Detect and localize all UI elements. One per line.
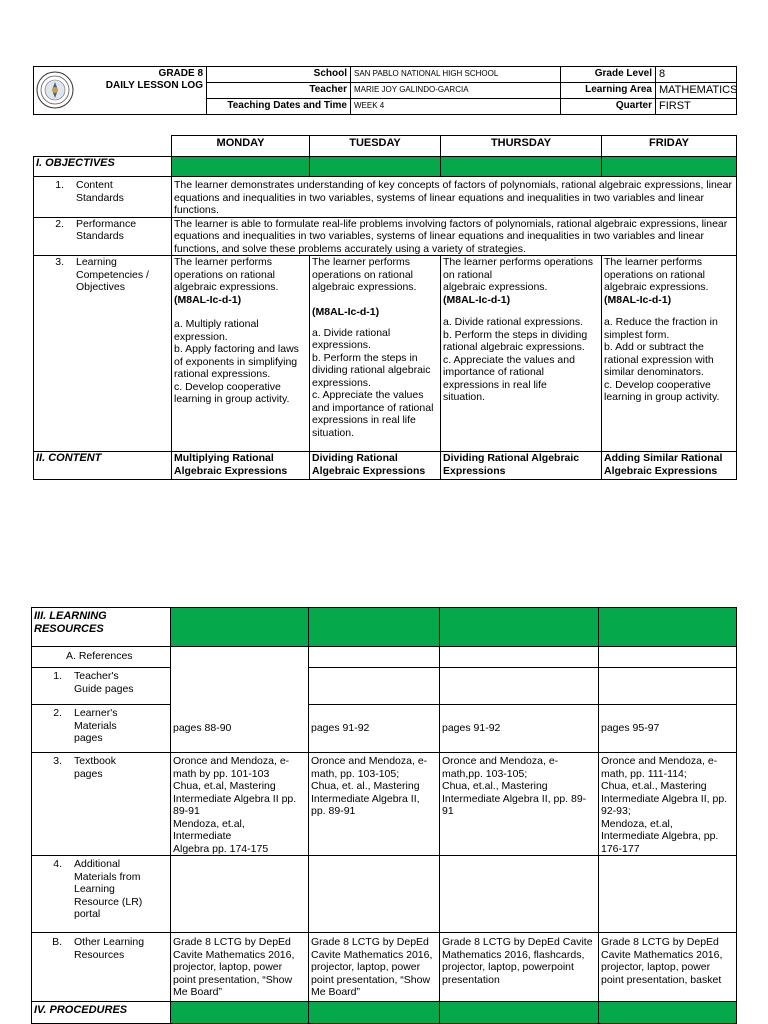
empty-cell xyxy=(309,856,440,933)
content-topic-tuesday: Dividing Rational Algebraic Expressions xyxy=(310,452,441,480)
other-tuesday: Grade 8 LCTG by DepEd Cavite Mathematics 2016, projector, laptop, power point presentation, “Show Me Board” xyxy=(309,933,440,1002)
dates-value: WEEK 4 xyxy=(351,99,561,115)
green-bar xyxy=(172,157,310,177)
references-label-cell xyxy=(32,647,171,668)
empty-cell xyxy=(599,856,737,933)
tb-tuesday: Oronce and Mendoza, e- math, pp. 103-105; Chua, et. al., Mastering Intermediate Algebra II, pp. 89-91 xyxy=(309,753,440,856)
content-heading: II. CONTENT xyxy=(34,452,172,480)
lm-label-cell xyxy=(32,705,171,753)
content-topic-thursday: Dividing Rational Algebraic Expressions xyxy=(441,452,602,480)
tb-monday: Oronce and Mendoza, e- math by pp. 101-103 Chua, et.al, Mastering Intermediate Algebra II pp. 89-91 Mendoza, et.al, Intermediate Algebra pp. 174-175 xyxy=(171,753,309,856)
header-table xyxy=(33,66,737,115)
competency-list: a. Multiply rational expression. b. Apply factoring and laws of exponents in simplifying rational expressions. c. Develop cooperative learning in group activity. xyxy=(174,318,299,405)
content-standards-num: 1. xyxy=(55,179,64,191)
performance-standards-label-cell xyxy=(34,217,172,256)
learning-area-label: Learning Area xyxy=(561,83,656,99)
empty-cell xyxy=(440,668,599,705)
other-monday: Grade 8 LCTG by DepEd Cavite Mathematics 2016, projector, laptop, power point presentation, “Show Me Board” xyxy=(171,933,309,1002)
day-thursday: THURSDAY xyxy=(441,136,602,157)
lm-monday: pages 88-90 xyxy=(171,705,309,753)
green-bar xyxy=(171,1002,309,1024)
green-bar xyxy=(441,157,602,177)
empty-cell xyxy=(599,647,737,668)
competency-intro: The learner performs operations on rational algebraic expressions. xyxy=(312,256,417,293)
grade-level-label: Grade Level xyxy=(561,67,656,83)
quarter-label: Quarter xyxy=(561,99,656,115)
green-bar xyxy=(309,608,440,647)
other-thursday: Grade 8 LCTG by DepEd Cavite Mathematics 2016, flashcards, projector, laptop, powerpoint presentation xyxy=(440,933,599,1002)
competency-code: (M8AL-Ic-d-1) xyxy=(443,293,511,306)
green-bar xyxy=(309,1002,440,1024)
competency-tuesday xyxy=(310,256,441,452)
competency-friday xyxy=(602,256,737,452)
other-resources-num: B. xyxy=(52,936,62,948)
grade-level-value: 8 xyxy=(656,67,737,83)
empty-cell xyxy=(599,668,737,705)
competency-intro: The learner performs operations on rational algebraic expressions. xyxy=(443,256,593,293)
title-cell xyxy=(76,67,207,115)
day-friday: FRIDAY xyxy=(602,136,737,157)
day-tuesday: TUESDAY xyxy=(310,136,441,157)
empty-cell xyxy=(171,668,309,705)
teacher-label: Teacher xyxy=(207,83,351,99)
empty-cell xyxy=(440,647,599,668)
competency-thursday xyxy=(441,256,602,452)
other-resources-label-cell xyxy=(32,933,171,1002)
procedures-heading: IV. PROCEDURES xyxy=(32,1002,171,1024)
green-bar xyxy=(599,1002,737,1024)
tb-thursday: Oronce and Mendoza, e- math,pp. 103-105; Chua, et.al., Mastering Intermediate Algebra II, pp. 89- 91 xyxy=(440,753,599,856)
empty-cell xyxy=(440,856,599,933)
competencies-num: 3. xyxy=(55,256,64,268)
dates-label: Teaching Dates and Time xyxy=(207,99,351,115)
objectives-table xyxy=(33,135,737,480)
school-value: SAN PABLO NATIONAL HIGH SCHOOL xyxy=(351,67,561,83)
tg-label-cell xyxy=(32,668,171,705)
green-bar xyxy=(440,608,599,647)
competency-code: (M8AL-Ic-d-1) xyxy=(174,293,242,306)
content-standards-label: Content Standards xyxy=(76,179,124,204)
competency-intro: The learner performs operations on rational algebraic expressions. xyxy=(604,256,709,293)
resources-heading: III. LEARNING RESOURCES xyxy=(32,608,171,647)
resources-table xyxy=(31,607,737,1024)
teacher-value: MARIE JOY GALINDO-GARCIA xyxy=(351,83,561,99)
references-label: A. References xyxy=(66,650,133,662)
objectives-heading: I. OBJECTIVES xyxy=(34,157,172,177)
additional-label-cell xyxy=(32,856,171,933)
lm-num: 2. xyxy=(53,707,62,719)
competency-list: a. Divide rational expressions. b. Perform the steps in dividing rational algebraic expressions. c. Appreciate the values and importance of rational expressions in real life situation. xyxy=(312,326,434,439)
lm-label: Learner's Materials pages xyxy=(74,707,118,744)
performance-standards-num: 2. xyxy=(55,217,64,230)
empty-cell xyxy=(171,856,309,933)
lm-thursday: pages 91-92 xyxy=(440,705,599,753)
green-bar xyxy=(599,608,737,647)
content-standards-text: The learner demonstrates understanding of key concepts of factors of polynomials, rational algebraic expressions, linear equations and inequalities in two variables, systems of linear equations and inequalities in two variables and linear functions. xyxy=(172,177,737,218)
tb-label-cell xyxy=(32,753,171,856)
school-label: School xyxy=(207,67,351,83)
performance-standards-label: Performance Standards xyxy=(76,217,137,242)
competency-code: (M8AL-Ic-d-1) xyxy=(312,306,380,318)
learning-area-value: MATHEMATICS xyxy=(656,83,737,99)
green-bar xyxy=(310,157,441,177)
content-topic-monday: Multiplying Rational Algebraic Expressions xyxy=(172,452,310,480)
competencies-label-cell xyxy=(34,256,172,452)
day-monday: MONDAY xyxy=(172,136,310,157)
title-dll: DAILY LESSON LOG xyxy=(105,80,203,91)
competency-list: a. Divide rational expressions. b. Perform the steps in dividing rational algebraic expressions. c. Appreciate the values and importance of rational expressions in real life situation. xyxy=(443,316,588,403)
additional-label: Additional Materials from Learning Resource (LR) portal xyxy=(74,858,143,920)
green-bar xyxy=(171,608,309,647)
title-grade: GRADE 8 xyxy=(158,68,203,79)
competency-code: (M8AL-Ic-d-1) xyxy=(604,293,672,306)
other-friday: Grade 8 LCTG by DepEd Cavite Mathematics 2016, projector, laptop, power point presentation, basket xyxy=(599,933,737,1002)
empty-cell xyxy=(309,668,440,705)
deped-seal-logo-icon xyxy=(36,71,74,109)
competency-monday xyxy=(172,256,310,452)
tb-label: Textbook pages xyxy=(74,755,117,780)
logo-cell xyxy=(34,67,76,115)
lm-friday: pages 95-97 xyxy=(599,705,737,753)
empty-cell xyxy=(171,647,309,668)
content-topic-friday: Adding Similar Rational Algebraic Expressions xyxy=(602,452,737,480)
tb-friday: Oronce and Mendoza, e- math, pp. 111-114; Chua, et.al., Mastering Intermediate Algebra II, pp. 92-93; Mendoza, et.al, Intermediate Algebra, pp. 176-177 xyxy=(599,753,737,856)
green-bar xyxy=(602,157,737,177)
quarter-value: FIRST xyxy=(656,99,737,115)
content-standards-label-cell xyxy=(34,177,172,218)
competency-intro: The learner performs operations on rational algebraic expressions. xyxy=(174,256,279,293)
performance-standards-text: The learner is able to formulate real-life problems involving factors of polynomials, rational algebraic expressions, linear equations and inequalities in two variables, systems of linear equations and inequalities in two variables and linear functions, and solve these problems accurately using a variety of strategies. xyxy=(172,217,737,256)
additional-num: 4. xyxy=(53,858,62,870)
lm-tuesday: pages 91-92 xyxy=(309,705,440,753)
competency-list: a. Reduce the fraction in simplest form. b. Add or subtract the rational expression with similar denominators. c. Develop cooperative learning in group activity. xyxy=(604,316,720,403)
tb-num: 3. xyxy=(53,755,62,767)
other-resources-label: Other Learning Resources xyxy=(74,936,145,961)
empty-cell xyxy=(309,647,440,668)
tg-label: Teacher's Guide pages xyxy=(74,670,134,695)
competencies-label: Learning Competencies / Objectives xyxy=(76,256,149,293)
green-bar xyxy=(440,1002,599,1024)
tg-num: 1. xyxy=(53,670,62,682)
